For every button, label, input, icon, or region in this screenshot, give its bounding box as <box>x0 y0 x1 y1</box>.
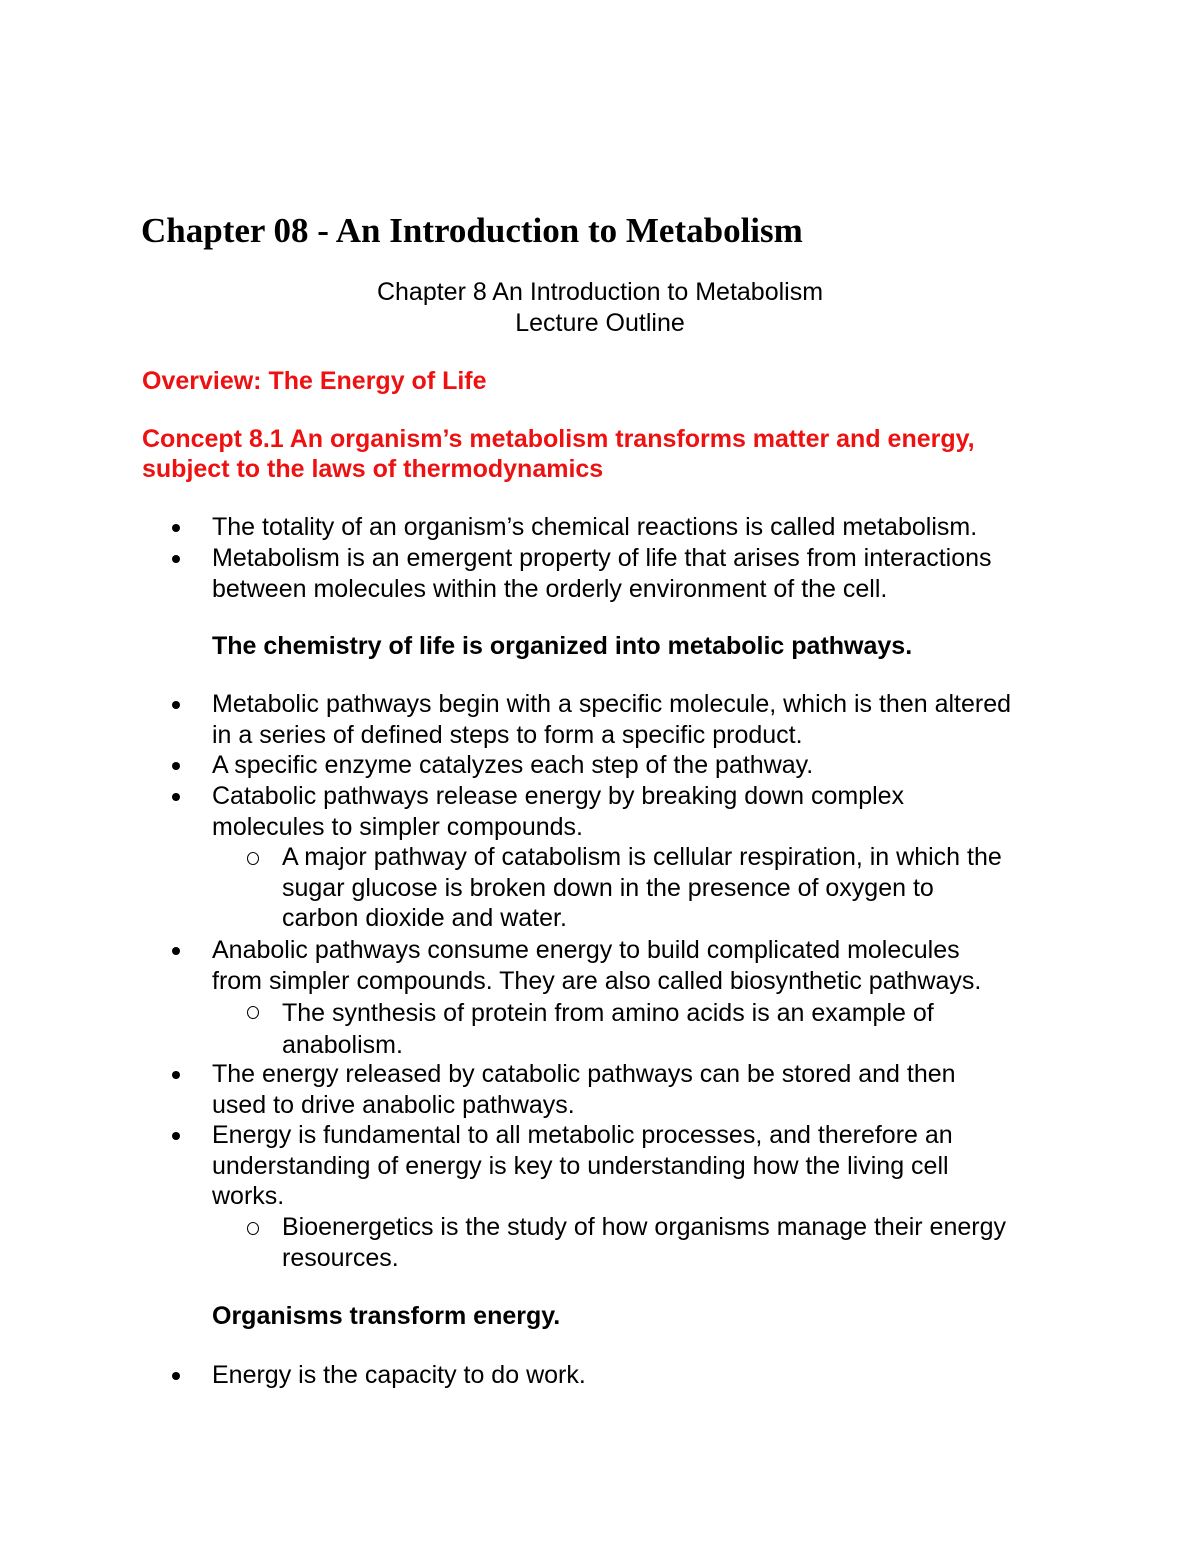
list-item: Metabolism is an emergent property of life that arises from interactions between molecules within the orderly environment of the cell. <box>212 543 1092 604</box>
concept-heading-line-2: subject to the laws of thermodynamics <box>142 455 604 483</box>
bullet-icon <box>170 750 190 780</box>
circle-bullet-icon <box>247 996 267 1026</box>
circle-bullet-icon <box>247 1212 267 1242</box>
list-item: Anabolic pathways consume energy to build complicated molecules from simpler compounds. They are also called biosynthetic pathways. <box>212 935 1092 996</box>
sub-list-item: A major pathway of catabolism is cellular respiration, in which the sugar glucose is broken down in the presence of oxygen to carbon dioxide and water. <box>282 842 1092 934</box>
bullet-icon <box>170 512 190 542</box>
bullet-icon <box>170 1059 190 1089</box>
circle-bullet-icon <box>247 842 267 872</box>
list-item: Energy is fundamental to all metabolic processes, and therefore an understanding of energy is key to understanding how the living cell works. <box>212 1120 1092 1212</box>
bullet-icon <box>170 543 190 573</box>
concept-heading-line-1: Concept 8.1 An organism’s metabolism transforms matter and energy, <box>142 425 975 453</box>
list-item: The totality of an organism’s chemical reactions is called metabolism. <box>212 512 1092 543</box>
concept-heading <box>142 424 975 484</box>
list-item: A specific enzyme catalyzes each step of the pathway. <box>212 750 1092 781</box>
bullet-icon <box>170 1360 190 1390</box>
list-item: The energy released by catabolic pathways can be stored and then used to drive anabolic pathways. <box>212 1059 1092 1120</box>
sub-list-item: Bioenergetics is the study of how organisms manage their energy resources. <box>282 1212 1092 1273</box>
bullet-icon <box>170 689 190 719</box>
bullet-icon <box>170 781 190 811</box>
section-subheading: The chemistry of life is organized into metabolic pathways. <box>212 632 913 660</box>
overview-heading: Overview: The Energy of Life <box>142 367 487 395</box>
bullet-icon <box>170 935 190 965</box>
sub-list-item: The synthesis of protein from amino acids is an example of anabolism. <box>282 996 1092 1061</box>
lecture-subtitle-line-2: Lecture Outline <box>515 309 685 337</box>
document-title: Chapter 08 - An Introduction to Metabolism <box>141 211 803 250</box>
section-subheading: Organisms transform energy. <box>212 1302 561 1330</box>
list-item: Energy is the capacity to do work. <box>212 1360 1092 1391</box>
list-item: Metabolic pathways begin with a specific molecule, which is then altered in a series of defined steps to form a specific product. <box>212 689 1092 750</box>
list-item: Catabolic pathways release energy by breaking down complex molecules to simpler compounds. <box>212 781 1092 842</box>
lecture-subtitle-line-1: Chapter 8 An Introduction to Metabolism <box>376 278 824 306</box>
bullet-icon <box>170 1120 190 1150</box>
